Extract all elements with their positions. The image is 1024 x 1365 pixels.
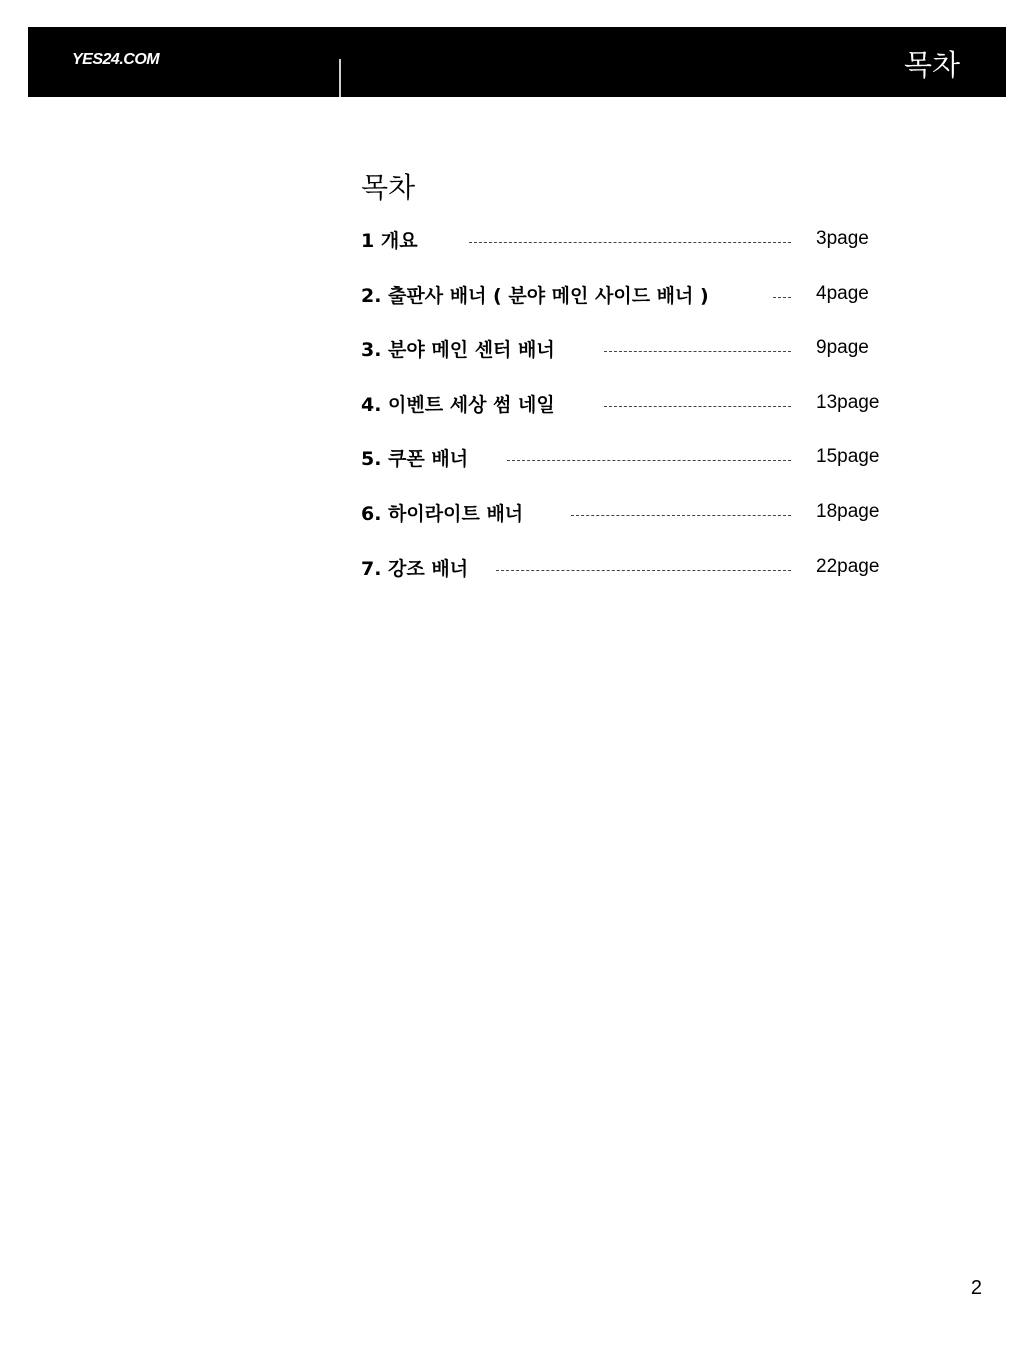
toc-entry-label: 6. 하이라이트 배너 bbox=[361, 501, 529, 527]
toc-entry-label: 5. 쿠폰 배너 bbox=[361, 446, 474, 472]
header-divider bbox=[339, 59, 341, 97]
toc-entry bbox=[361, 283, 901, 338]
table-of-contents bbox=[361, 166, 921, 610]
toc-entry bbox=[361, 337, 901, 392]
leader-dots bbox=[496, 570, 791, 571]
leader-dots bbox=[604, 351, 791, 352]
leader-dots bbox=[507, 460, 791, 461]
toc-entry-page: 9page bbox=[816, 337, 869, 359]
leader-dots bbox=[469, 242, 791, 243]
logo-text: YES24.COM bbox=[72, 51, 160, 68]
leader-dots bbox=[571, 515, 791, 516]
leader-dots bbox=[773, 297, 791, 298]
toc-entry-page: 13page bbox=[816, 391, 880, 413]
toc-entry bbox=[361, 446, 901, 501]
header-bar bbox=[28, 27, 1006, 97]
toc-entry-page: 22page bbox=[816, 555, 880, 577]
toc-entry bbox=[361, 392, 901, 447]
toc-entry-label: 4. 이벤트 세상 썸 네일 bbox=[361, 392, 561, 418]
toc-entry-label: 7. 강조 배너 bbox=[361, 556, 474, 582]
toc-entry-label: 2. 출판사 배너 ( 분야 메인 사이드 배너 ) bbox=[361, 283, 715, 309]
yes24-logo bbox=[72, 37, 182, 85]
toc-entry bbox=[361, 501, 901, 556]
toc-entry-label: 3. 분야 메인 센터 배너 bbox=[361, 337, 561, 363]
toc-entry-page: 4page bbox=[816, 282, 869, 304]
header-title: 목차 bbox=[903, 48, 960, 82]
leader-dots bbox=[604, 406, 791, 407]
toc-entry-page: 3page bbox=[816, 228, 869, 249]
toc-entry-page: 15page bbox=[816, 446, 880, 468]
toc-entry-label: 1 개요 bbox=[361, 228, 424, 254]
toc-entry-page: 18page bbox=[816, 500, 880, 522]
page-number: 2 bbox=[970, 1277, 982, 1299]
toc-entry bbox=[361, 556, 901, 611]
toc-entry bbox=[361, 228, 901, 283]
toc-heading: 목차 bbox=[361, 171, 416, 204]
